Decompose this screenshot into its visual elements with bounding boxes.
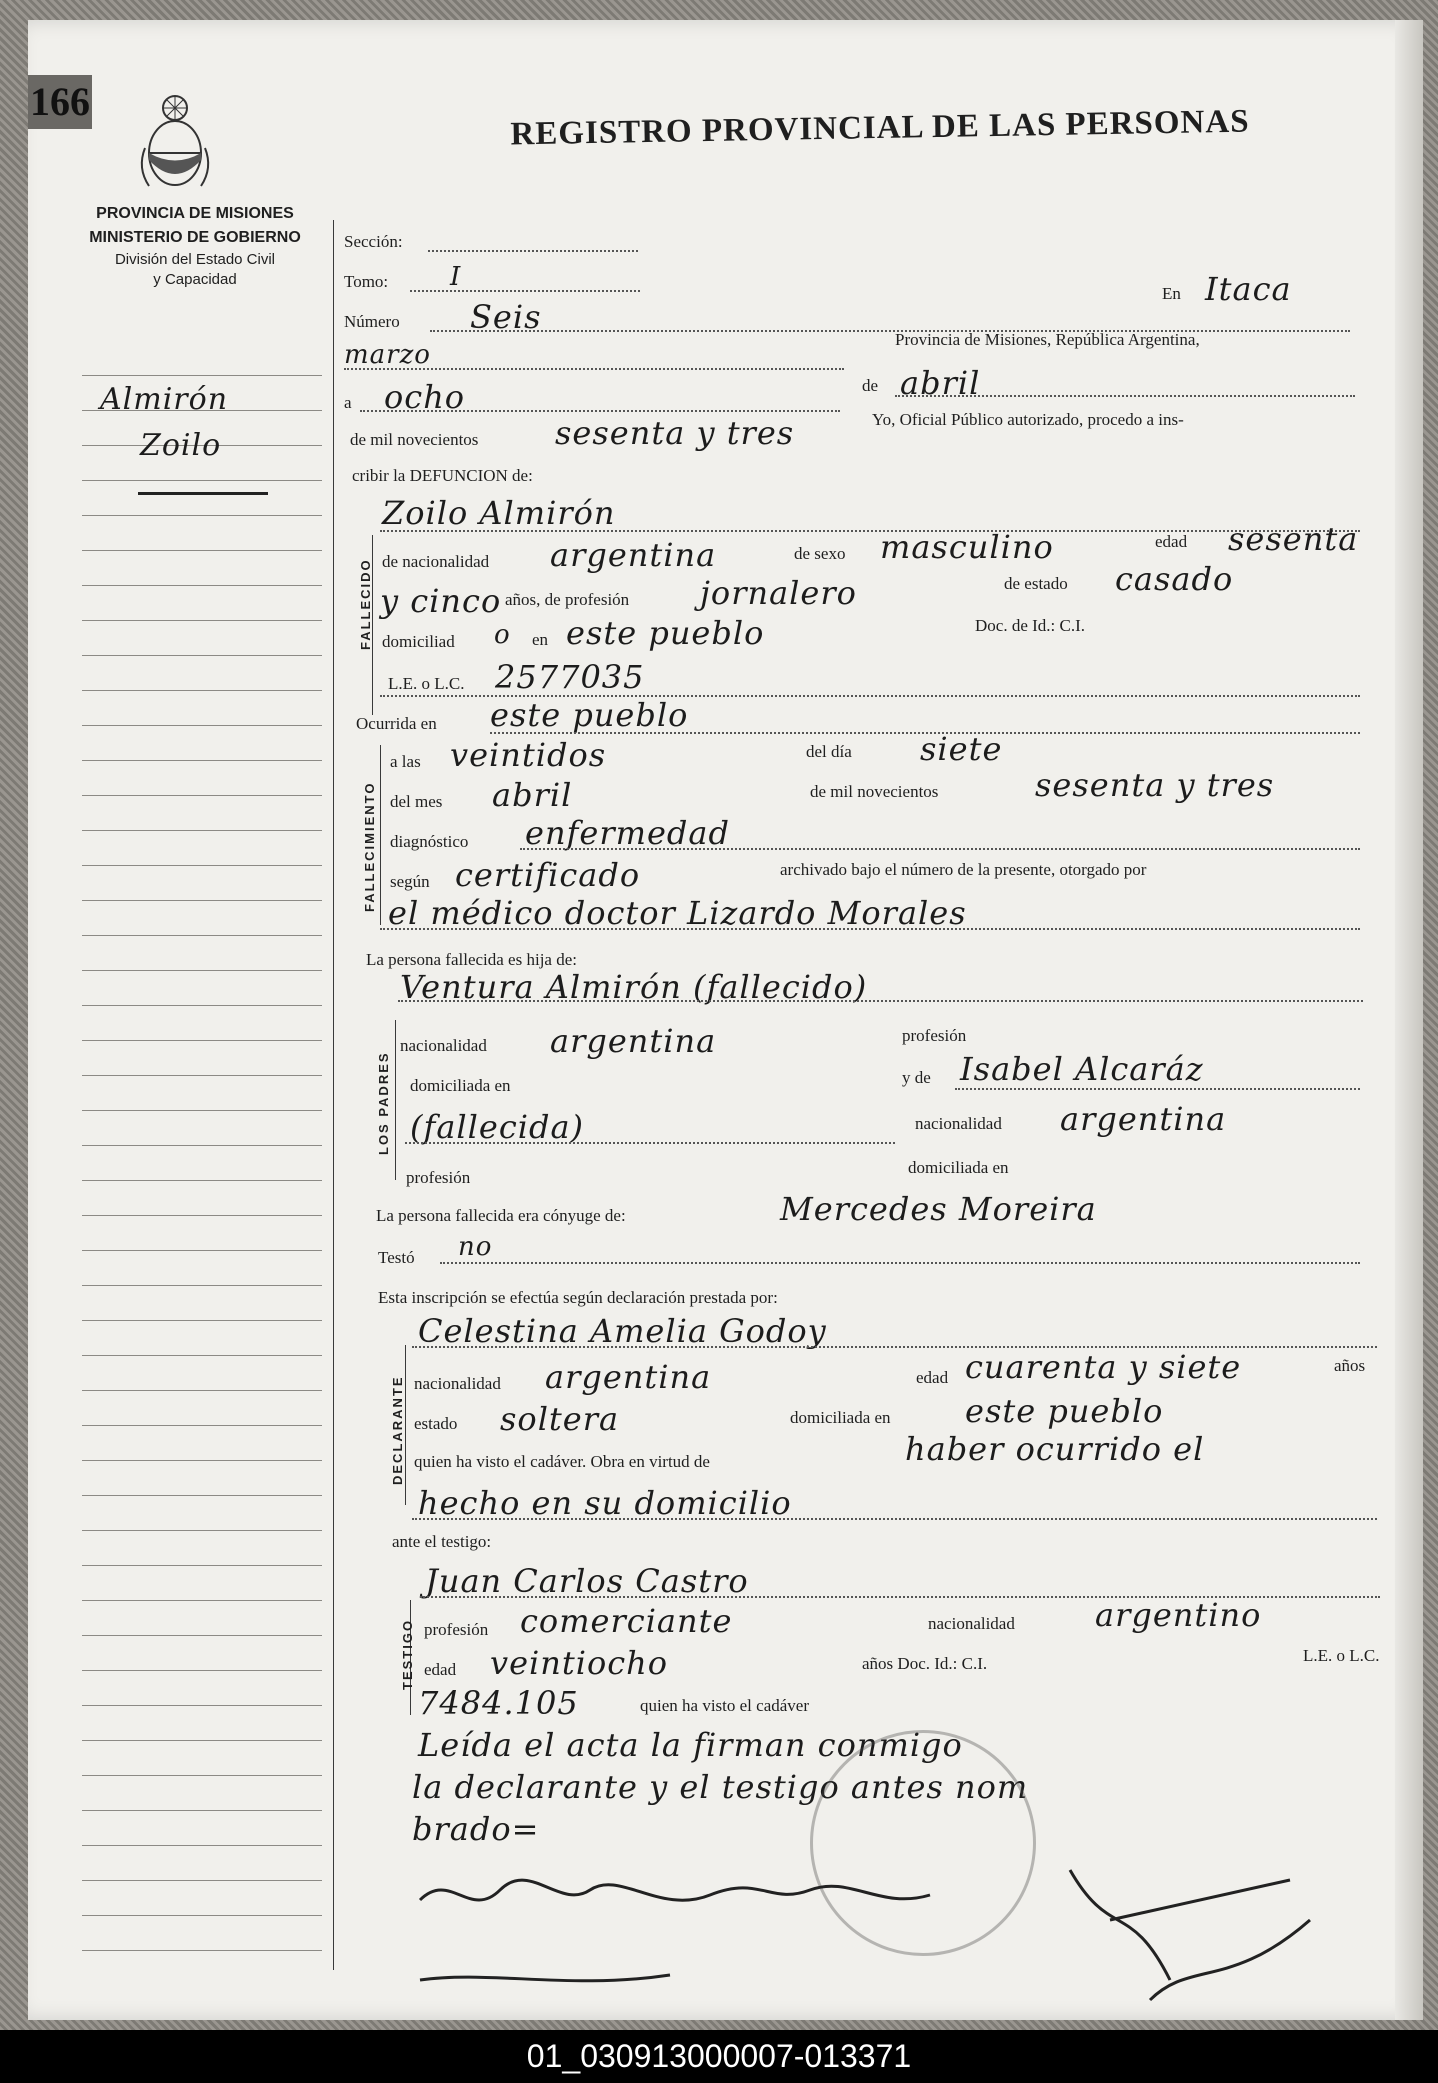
value-en: Itaca bbox=[1205, 270, 1292, 308]
label-domiciliada-declarante: domiciliada en bbox=[790, 1408, 891, 1427]
label-provincia: Provincia de Misiones, República Argentina, bbox=[895, 330, 1200, 349]
archive-id: 01_030913000007-013371 bbox=[526, 2038, 912, 2074]
label-nacionalidad-madre: nacionalidad bbox=[915, 1114, 1002, 1133]
label-nacionalidad-padre: nacionalidad bbox=[400, 1036, 487, 1055]
office-line: PROVINCIA DE MISIONES bbox=[96, 205, 294, 222]
label-hija-de: La persona fallecida es hija de: bbox=[366, 950, 577, 969]
value-padre: Ventura Almirón (fallecido) bbox=[400, 968, 868, 1006]
value-domiciliad: o bbox=[494, 620, 511, 650]
label-ocurrida: Ocurrida en bbox=[356, 714, 437, 733]
label-testo: Testó bbox=[378, 1248, 415, 1267]
folio-number: 166 bbox=[28, 75, 92, 129]
value-le: 2577035 bbox=[495, 658, 645, 696]
value-domicilio-declarante: este pueblo bbox=[965, 1392, 1164, 1430]
label-conyuge: La persona fallecida era cónyuge de: bbox=[376, 1206, 626, 1225]
label-nacionalidad-testigo: nacionalidad bbox=[928, 1614, 1015, 1633]
section-divider bbox=[405, 1345, 406, 1505]
page-edge bbox=[1395, 20, 1423, 2020]
value-estado-declarante: soltera bbox=[500, 1400, 620, 1438]
value-declarante: Celestina Amelia Godoy bbox=[418, 1312, 827, 1350]
label-domiciliada-madre: domiciliada en bbox=[908, 1158, 1009, 1177]
margin-surname: Almirón bbox=[100, 382, 229, 417]
section-divider bbox=[380, 745, 381, 925]
label-profesion-madre: profesión bbox=[406, 1168, 471, 1187]
closing-line-1: Leída el acta la firman conmigo bbox=[418, 1726, 963, 1764]
label-seccion: Sección: bbox=[344, 232, 403, 251]
label-diagnostico: diagnóstico bbox=[390, 832, 469, 851]
value-edad-declarante: cuarenta y siete bbox=[965, 1348, 1242, 1386]
office-line: División del Estado Civil bbox=[114, 251, 276, 268]
value-mes: abril bbox=[492, 776, 573, 814]
value-virtud-2: hecho en su domicilio bbox=[418, 1484, 792, 1522]
label-del-mes: del mes bbox=[390, 792, 443, 811]
value-estado: casado bbox=[1115, 560, 1234, 598]
margin-given-name: Zoilo bbox=[140, 428, 222, 463]
label-estado: de estado bbox=[1004, 574, 1068, 593]
label-de: de bbox=[862, 376, 879, 395]
section-divider bbox=[395, 1020, 396, 1180]
label-en: En bbox=[1162, 284, 1181, 303]
value-virtud: haber ocurrido el bbox=[905, 1430, 1205, 1468]
value-otorgado: el médico doctor Lizardo Morales bbox=[388, 894, 967, 932]
value-segun: certificado bbox=[455, 856, 641, 894]
label-inscripcion: Esta inscripción se efectúa según declaración prestada por: bbox=[378, 1288, 778, 1307]
label-del-dia: del día bbox=[806, 742, 852, 761]
office-line: MINISTERIO DE GOBIERNO bbox=[89, 229, 301, 246]
label-numero: Número bbox=[344, 312, 400, 331]
value-madre: Isabel Alcaráz bbox=[960, 1050, 1204, 1088]
label-visto-testigo: quien ha visto el cadáver bbox=[640, 1696, 809, 1715]
margin-underline bbox=[138, 492, 268, 495]
value-madre-2: (fallecida) bbox=[410, 1108, 585, 1146]
side-label-padres: LOS PADRES bbox=[376, 1051, 391, 1155]
value-edad-testigo: veintiocho bbox=[490, 1644, 669, 1682]
label-a: a bbox=[344, 393, 352, 412]
label-de-mil-2: de mil novecientos bbox=[810, 782, 939, 801]
signatures-drawing bbox=[410, 1860, 1390, 2010]
value-de: abril bbox=[900, 364, 981, 402]
label-archivado: archivado bajo el número de la presente, otorgado por bbox=[780, 860, 1147, 879]
side-label-fallecido: FALLECIDO bbox=[358, 558, 373, 650]
closing-line-2: la declarante y el testigo antes nom bbox=[412, 1768, 1029, 1806]
value-conyuge: Mercedes Moreira bbox=[780, 1190, 1097, 1228]
value-nacionalidad: argentina bbox=[550, 536, 717, 574]
argentina-coat-of-arms-icon bbox=[135, 88, 215, 198]
value-anio: sesenta y tres bbox=[555, 414, 795, 452]
label-sexo: de sexo bbox=[794, 544, 846, 563]
label-edad-declarante: edad bbox=[916, 1368, 949, 1387]
label-segun: según bbox=[390, 872, 430, 891]
office-line: y Capacidad bbox=[153, 271, 237, 288]
closing-line-3: brado= bbox=[412, 1810, 540, 1848]
document-title: REGISTRO PROVINCIAL DE LAS PERSONAS bbox=[510, 103, 1250, 153]
label-anos-declarante: años bbox=[1334, 1356, 1366, 1375]
label-doc-id: Doc. de Id.: C.I. bbox=[975, 616, 1086, 635]
label-tomo: Tomo: bbox=[344, 272, 389, 291]
label-nac-declarante: nacionalidad bbox=[414, 1374, 501, 1393]
value-mes-line: marzo bbox=[344, 340, 431, 370]
label-profesion-testigo: profesión bbox=[424, 1620, 489, 1639]
value-diagnostico: enfermedad bbox=[525, 814, 730, 852]
label-domiciliad: domiciliad bbox=[382, 632, 455, 651]
value-domicilio: este pueblo bbox=[566, 614, 765, 652]
column-divider bbox=[333, 220, 334, 1970]
label-a-las: a las bbox=[390, 752, 421, 771]
label-anos-profesion: años, de profesión bbox=[505, 590, 630, 609]
value-tomo: I bbox=[450, 262, 462, 292]
label-oficial: Yo, Oficial Público autorizado, procedo a ins- bbox=[872, 410, 1184, 429]
label-y-de: y de bbox=[902, 1068, 931, 1087]
archive-footer bbox=[0, 2030, 1438, 2083]
value-testo: no bbox=[458, 1232, 493, 1262]
value-anio-2: sesenta y tres bbox=[1035, 766, 1275, 804]
label-domiciliada-padre: domiciliada en bbox=[410, 1076, 511, 1095]
value-nac-declarante: argentina bbox=[545, 1358, 712, 1396]
label-ante: ante el testigo: bbox=[392, 1532, 492, 1551]
value-ocurrida: este pueblo bbox=[490, 696, 689, 734]
label-edad: edad bbox=[1155, 532, 1188, 551]
value-a-las: veintidos bbox=[450, 736, 607, 774]
issuing-office bbox=[60, 202, 330, 290]
label-edad-testigo: edad bbox=[424, 1660, 457, 1679]
label-en-domicilio: en bbox=[532, 630, 549, 649]
value-numero: Seis bbox=[470, 298, 542, 336]
value-edad-2: y cinco bbox=[380, 582, 502, 620]
value-nac-padre: argentina bbox=[550, 1022, 717, 1060]
side-label-declarante: DECLARANTE bbox=[390, 1375, 405, 1485]
label-le-lc: L.E. o L.C. bbox=[388, 674, 465, 693]
value-dia: siete bbox=[920, 730, 1003, 768]
label-le-lc-testigo: L.E. o L.C. bbox=[1303, 1646, 1380, 1665]
label-cribir: cribir la DEFUNCION de: bbox=[352, 466, 533, 485]
value-profesion-testigo: comerciante bbox=[520, 1602, 733, 1640]
label-de-mil: de mil novecientos bbox=[350, 430, 479, 449]
value-nacionalidad-testigo: argentino bbox=[1095, 1596, 1262, 1634]
value-nombre: Zoilo Almirón bbox=[382, 494, 616, 532]
value-a: ocho bbox=[384, 378, 466, 416]
value-nac-madre: argentina bbox=[1060, 1100, 1227, 1138]
value-sexo: masculino bbox=[880, 528, 1054, 566]
side-label-testigo: TESTIGO bbox=[400, 1618, 415, 1690]
label-profesion-padre: profesión bbox=[902, 1026, 967, 1045]
side-label-fallecimiento: FALLECIMIENTO bbox=[362, 781, 377, 912]
value-testigo: Juan Carlos Castro bbox=[425, 1562, 749, 1600]
value-profesion: jornalero bbox=[700, 574, 857, 612]
label-estado-declarante: estado bbox=[414, 1414, 458, 1433]
value-edad: sesenta bbox=[1228, 520, 1359, 558]
label-nacionalidad: de nacionalidad bbox=[382, 552, 490, 571]
margin-column bbox=[82, 375, 322, 1975]
label-visto: quien ha visto el cadáver. Obra en virtud de bbox=[414, 1452, 710, 1471]
value-doc-testigo: 7484.105 bbox=[418, 1684, 579, 1722]
label-anos-doc: años Doc. Id.: C.I. bbox=[862, 1654, 988, 1673]
